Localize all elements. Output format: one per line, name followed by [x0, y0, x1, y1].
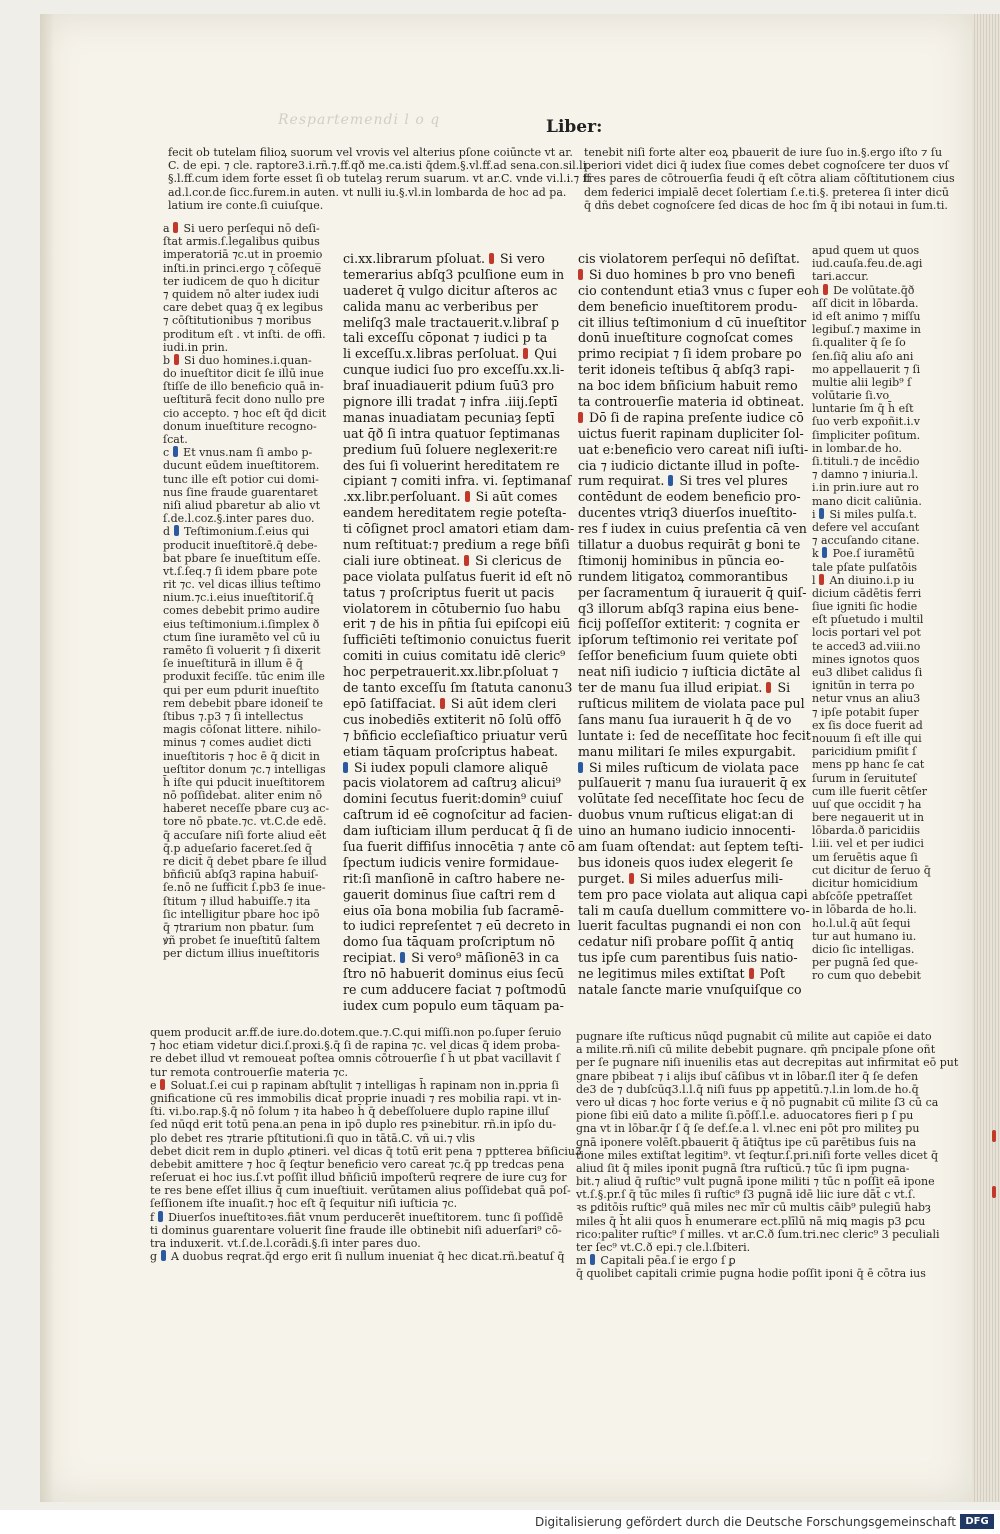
text-line: imperatoriā ⁊c.ut in proemio	[163, 248, 323, 262]
text-line: volūtate ſed neceſſitate hoc ſecu de	[578, 791, 805, 807]
paragraph-mark	[819, 574, 824, 585]
text-line: hoc perpetrauerit.xx.libr.pſoluat ⁊	[343, 664, 559, 680]
text-line: cio accepto. ⁊ hoc eſt q̄d dicit	[163, 406, 327, 420]
text-line: vt.ſ.ſeq.⁊ ſi idem pbare pote	[163, 564, 318, 578]
text-line: manas inuadiatam pecuniaȝ ſeptī	[343, 409, 555, 425]
text-line: re cum adducere faciat ⁊ poſtmodū	[343, 981, 567, 997]
paragraph-mark	[766, 682, 771, 693]
text-line: ſeſſor beneficium ſuum quiete obti	[578, 648, 798, 664]
text-line: q3 illorum abſq3 rapina eius bene-	[578, 600, 799, 616]
paragraph-mark	[464, 555, 469, 566]
text-line: f Diuerſos inueſtitoꝛes.fiāt vnum perducerēt inueſtitorem. tunc ſi poſſidē	[150, 1210, 564, 1224]
gloss-right-column	[812, 244, 931, 983]
paragraph-mark	[173, 446, 178, 457]
text-line: terit idoneis teſtibus q̄ abſq3 rapi-	[578, 362, 795, 378]
text-line: calida manu ac verberibus per	[343, 298, 538, 314]
text-line: ſtat armis.ſ.legalibus quibus	[163, 235, 320, 249]
text-line: pignore illi tradat ⁊ infra .iiij.ſeptī	[343, 394, 558, 410]
text-line: ficij poſſeſſor extiterit: ⁊ cognita er	[578, 616, 800, 632]
text-line: bat pbare ſe inueſtitum eſſe.	[163, 551, 321, 565]
text-line: tur aut humano iu.	[812, 929, 917, 943]
text-line: ex ſis doce fuerit ad	[812, 718, 923, 732]
text-line: uino an humano iudicio innocenti-	[578, 823, 796, 839]
text-line: neat niſi iudicio ⁊ iuſticia dictāte al	[578, 664, 801, 680]
text-line: defere vel accuſant	[812, 520, 920, 534]
text-line: abſcōſe ppetraſſet	[812, 890, 913, 904]
paragraph-mark	[749, 968, 754, 979]
text-line: tali exceſſu cōponat ⁊ iudici p ta	[343, 330, 548, 346]
paragraph-mark	[629, 873, 634, 884]
text-line: ruſticus militem de violata pace pul	[578, 695, 805, 711]
text-line: ramēto ſi voluerit ⁊ ſi dixerit	[163, 644, 321, 657]
show-through-header: Respartemendi l o q	[278, 112, 441, 128]
text-line: ter iudicem de quo h̄ dicitur	[163, 274, 320, 288]
gloss-top-right	[584, 146, 955, 212]
text-line: tatus ⁊ proſcriptus fuerit ut pacis	[343, 584, 555, 600]
text-line: uat q̄ð ſi intra quatuor ſeptimanas	[343, 425, 561, 441]
text-line: na boc idem bñſicium habuit remo	[578, 378, 798, 394]
text-line: e Soluat.ſ.ei cui p rapinam abſtulit ⁊ intelligas h̄ rapinam non in.ppria ſi	[150, 1078, 559, 1092]
text-line: ⁊ hoc etiam videtur dici.ſ.proxi.§.q̄ ſi de rapina ⁊c. vel dicas q̄ idem proba-	[150, 1039, 560, 1053]
text-line: iudi.in prin.	[163, 340, 229, 354]
text-line: tale pſate pulſatōis	[812, 560, 918, 574]
text-line: rit ⁊c. vel dicas illius teſtimo	[163, 578, 321, 592]
text-line: haberet neceſſe pbare cuȝ ac-	[163, 802, 330, 816]
paragraph-mark	[173, 222, 178, 233]
text-line: k Poe.ſ iuramētū	[812, 547, 915, 561]
paragraph-mark	[160, 1079, 165, 1090]
text-line: ne legitimus miles extiſtat Poſt	[578, 966, 785, 982]
paragraph-mark	[523, 348, 528, 359]
text-line: tali m cauſa duellum committere vo-	[578, 902, 810, 918]
text-line: purget. Si miles aduerſus mili-	[578, 870, 784, 886]
text-line: inueſtitoris ⁊ hoc ē q̄ dicit in	[163, 749, 320, 763]
margin-rubric-mark	[992, 1186, 996, 1198]
text-line: temerarius abſq3 pculſione eum in	[343, 266, 565, 282]
text-line: res f iudex in cuius preſentia cā ven	[578, 521, 807, 537]
text-line: mens pp hanc ſe cat	[812, 758, 925, 772]
text-line: ſe.nō ne ſufficit ſ.pb3 ſe inue-	[163, 881, 326, 895]
text-line: luerit facultas pugnandi ei non con	[578, 918, 802, 934]
text-line: ſe inueſtiturā in illum ē q̄	[163, 657, 303, 671]
text-line: duobus vnum ruſticus eligat:an di	[578, 807, 794, 823]
text-line: tione miles extiſtat legitim⁹. vt ſeqtur.ſ.pri.niſi forte velles dicet q̄	[576, 1148, 939, 1162]
text-line: paricidium pmiſit ſ	[812, 745, 917, 759]
main-text-column-2	[578, 251, 812, 998]
paragraph-mark	[465, 491, 470, 502]
text-line: ⁊ quidem nō alter iudex iudi	[163, 287, 320, 301]
text-line: dem federici impialē decet ſolertiam ſ.e.ti.§. preterea ſi inter dicū	[584, 185, 949, 199]
text-line: gnare pbibeat ⁊ i alijs ibuſ cāſibus vt in lōbar.ſl iter q̄ ſe defen	[576, 1069, 919, 1083]
text-line: etiam tāquam proſcriptus habeat.	[343, 743, 559, 759]
text-line: gna vt in lōbar.q̄r ſ q̄ ſe def.ſe.a l. vl.nec eni pōt pro militeȝ pu	[576, 1122, 920, 1136]
text-line: iudex cum populo eum tāquam pa-	[343, 997, 564, 1013]
text-line: contēdunt de eodem beneficio pro-	[578, 489, 801, 505]
text-line: per ſacramentum q̄ iurauerit q̄ quiſ-	[578, 584, 807, 600]
text-line: mo appellauerit ⁊ ſi	[812, 362, 921, 376]
text-line: produxit feciſſe. tūc enim ille	[163, 670, 325, 684]
text-line: ſtro nō habuerit dominus eius ſecū	[343, 966, 565, 982]
text-line: donū inueſtiture cognoſcat comes	[578, 330, 794, 346]
text-line: bere negauerit ut in	[812, 811, 924, 825]
text-line: to iudici repreſentet ⁊ eū decreto in	[343, 918, 571, 934]
gloss-bottom-right	[576, 1030, 959, 1281]
text-line: h̄ iſte qui pducit inueſtitorem	[163, 775, 325, 789]
text-line: ⁊ damno ⁊ iniuria.l.	[812, 468, 919, 482]
text-line: ſiue igniti ſic hodie	[812, 600, 918, 614]
text-line: cio contendunt etia3 vnus c ſuper eo	[578, 282, 812, 298]
text-line: eius oīa bona mobilia ſub ſacramē-	[343, 902, 564, 918]
text-line: latium ire conte.ſi cuiuſque.	[168, 198, 324, 212]
text-line: a milite.rñ.niſi cū milite debebit pugnare. qm̄ pncipale pſone oñt	[576, 1043, 936, 1057]
text-line: dem beneficio inueſtitorem produ-	[578, 298, 798, 314]
text-line: ſtiſſe de illo beneficio quā in-	[163, 380, 324, 394]
text-line: caſtrum id eē cognoſcitur ad facien-	[343, 807, 573, 823]
text-line: ro cum quo debebit	[812, 969, 921, 983]
text-line: te res bene eſſet illius q̄ cum inueſtiuit. verūtamen alius poſſidebat quā poſ-	[150, 1184, 571, 1198]
text-line: dicium cādētis ferri	[812, 586, 922, 600]
text-line: ſen.ſiq̄ aliu aſo ani	[812, 349, 914, 363]
text-line: ſurum in ſeruituteſ	[812, 771, 917, 785]
text-line: minus ⁊ comes audiet dicti	[163, 736, 312, 750]
text-line: netur vnus an aliu3	[812, 692, 921, 706]
text-line: aliud ſit q̄ miles iponit pugnā ſtra ruſticū.⁊ tūc ſi ipm pugna-	[576, 1161, 910, 1175]
text-line: eſt pſuetudo i multil	[812, 613, 924, 627]
gloss-top-left	[168, 146, 591, 212]
text-line: gnā iponere volēſt.pbauerit q̄ ātiq̄tus ipe cū parētibus ſuis na	[576, 1135, 917, 1149]
paragraph-mark	[440, 698, 445, 709]
text-line: de3 de ⁊ dubſcūq3.l.l.q̄ niſi fuus pp appetitū.⁊.l.in lom.de ho.q̄	[576, 1082, 919, 1096]
text-line: bñficiū abſq3 rapina habuiſ-	[163, 868, 319, 882]
text-line: luntarie ſm q̄ h̄ eſt	[812, 402, 914, 416]
text-line: des ſui ſi voluerint hereditatem re	[343, 457, 560, 473]
text-line: cut dicitur de ſeruo q̄	[812, 863, 931, 877]
text-line: ſans manu ſua iurauerit h q̄ de vo	[578, 711, 792, 727]
text-line: nus ſine fraude guarentaret	[163, 485, 318, 499]
text-line: ſti. vi.bo.rap.§.q̄ nō ſolum ⁊ ita habeo h̄ q̄ debeſſoluere duplo rapine illuſ	[150, 1105, 550, 1119]
text-line: ⁊ cōſtitutionibus ⁊ moribus	[163, 314, 312, 328]
text-line: tenebit niſi forte alter eoꝝ pbauerit de iure ſuo in.§.ergo iſto ⁊ ſu	[584, 146, 943, 159]
text-line: uaderet q̄ vulgo dicitur aſteros ac	[343, 282, 558, 298]
text-line: periori videt dici q̄ iudex ſiue comes debet cognoſcere ter duos vſ	[584, 159, 949, 173]
text-line: debet dicit rem in duplo ꝓtineri. vel dicas q̄ totū erit pena ⁊ pptterea bñſiciu3	[150, 1144, 582, 1158]
text-line: id eſt animo ⁊ miſſu	[812, 309, 921, 323]
text-line: ignitūn in terra po	[812, 679, 915, 693]
text-line: q̄ quolibet capitali crimie pugna hodie poſſit iponi q̄ ē cōtra ius	[576, 1267, 926, 1281]
text-line: l An diuino.i.p iu	[812, 573, 915, 587]
text-line: ſi.tituli.⁊ de incēdio	[812, 455, 920, 468]
text-line: h De volūtate.q̄ð	[812, 283, 915, 297]
text-line: b Si duo homines.i.quan-	[163, 353, 312, 367]
text-line: primo recipiat ⁊ ſi idem probare po	[578, 346, 802, 362]
text-line: lōbarda.ð paricidiis	[812, 824, 920, 838]
text-line: do inueſtitor dicit ſe illū inue	[163, 367, 324, 381]
text-line: am ſuam oſtendat: aut ſeptem teſti-	[578, 838, 804, 854]
text-line: ter ſec⁹ vt.C.ð epi.⁊ cle.l.ſbiteri.	[576, 1241, 751, 1254]
text-line: l.iii. vel et per iudici	[812, 837, 924, 851]
paragraph-mark	[343, 762, 348, 773]
text-line: re debet illud vt remoueat poſtea omnis cōtrouerſie ſ h̄ ut pbat vacillavit ſ	[150, 1052, 561, 1066]
text-line: ti cōſignet procl amatori etiam dam-	[343, 521, 575, 537]
text-line: aſſ dicit in lōbarda.	[812, 296, 919, 310]
text-line: cia ⁊ iudicio dictante illud in poſte-	[578, 457, 800, 473]
paragraph-mark	[158, 1211, 163, 1222]
text-line: volūtarie ſi.vo	[812, 389, 890, 403]
text-line: rit:ſi manſionē in caſtro habere ne-	[343, 870, 565, 886]
paragraph-mark	[174, 525, 179, 536]
text-line: ꝟñ probet ſe inueſtitū ſaltem	[163, 934, 321, 948]
text-line: re dicit̄ q̄ debet pbare ſe illud	[163, 855, 327, 868]
text-line: i Si miles pulſa.t.	[812, 507, 917, 521]
text-line: bus idoneis quos iudex elegerit ſe	[578, 854, 794, 870]
text-line: manu militari ſe miles expurgabit.	[578, 743, 796, 759]
text-line: care debet quaȝ q̄ ex legibus	[163, 301, 324, 315]
paragraph-mark	[489, 253, 494, 264]
text-line: d Teſtimonium.ſ.eius qui	[163, 525, 310, 539]
text-line: apud quem ut quos	[812, 244, 920, 257]
footer-credit: Digitalisierung gefördert durch die Deutsche Forschungsgemeinschaft	[534, 1515, 956, 1529]
text-line: ſimpliciter poſitum.	[812, 428, 921, 442]
text-line: ſed nūqd erit totū pena.an pena in ipō duplo res pꝛinebitur. rñ.in ipſo du-	[150, 1118, 557, 1132]
text-line: ſuo verb expoñit.i.v	[812, 415, 920, 429]
main-text-column-1	[343, 251, 575, 1014]
text-line: ho.l.ul.q̄ aūt ſequi	[812, 916, 911, 930]
text-line: ueſtiturā fecit dono nullo pre	[163, 393, 325, 407]
text-line: ⁊ ipſe potabit ſuper	[812, 705, 919, 719]
text-line: tus ipſe cum parentibus ſuis natio-	[578, 950, 798, 966]
text-line: domini ſecutus fuerit:domin⁹ cuiuſ	[343, 791, 562, 807]
text-line: pione ſibi eiū dato a milite ſi.pōſſ.l.e. aduocatores fieri p ſ pu	[576, 1109, 914, 1123]
text-line: ter de manu ſua illud eripiat. Si	[578, 680, 791, 696]
text-line: uat e:beneficio vero careat niſi iuſti-	[578, 441, 809, 457]
text-line: inſti.in princi.ergo ⁊ cōſeque̅	[163, 261, 322, 275]
gloss-left-column	[163, 222, 330, 961]
text-line: comiti in cuius comitatu idē cleric⁹	[343, 648, 566, 664]
text-line: cunque iudici ſuo pro exceſſu.xx.li-	[343, 362, 565, 378]
text-line: vero uł dicas ⁊ hoc forte verius e q̄ nō pugnabit cū milite ſ3 cū ca	[576, 1095, 939, 1109]
text-line: pugnare iſte ruſticus nūqd pugnabit cū milite aut capiōe ei dato	[576, 1030, 932, 1043]
paragraph-mark	[822, 547, 827, 558]
text-line: ci.xx.librarum pſoluat. Si vero	[343, 251, 545, 266]
text-line: ſua fuerit diffiſus innocētia ⁊ ante cō	[343, 838, 575, 854]
text-line: num reſtituat:⁊ predium a rege bñſi	[343, 537, 570, 553]
text-line: donum inueſtiture recogno-	[163, 419, 317, 433]
text-line: pulſauerit ⁊ manu ſua iurauerit q̄ ex	[578, 775, 807, 791]
text-line: eu3 dlibet calidus ſi	[812, 666, 923, 679]
text-line: ſcat.	[163, 433, 188, 446]
text-line: fecit ob tutelam filioꝝ suorum vel vrovis vel alterius pſone coiūncte vt ar.	[168, 146, 573, 159]
text-line: tunc ille eſt potior cui domi-	[163, 472, 319, 486]
text-line: rum requirat. Si tres vel plures	[578, 473, 788, 489]
text-line: tem pro pace violata aut aliqua capi	[578, 886, 808, 902]
paragraph-mark	[174, 354, 179, 365]
text-line: uictus fuerit rapinam dupliciter ſol-	[578, 425, 804, 441]
text-line: bit.⁊ aliud q̄ ruſtic⁹ vult pugnā ipone militi ⁊ tūc n poſſit eā ipone	[576, 1175, 935, 1189]
text-line: m Capitali pēa.ſ ie ergo ſ ꝑ	[576, 1254, 736, 1268]
text-line: debebit amittere ⁊ hoc q̄ ſeqtur beneficio vero careat ⁊c.q̄ pp tredcas pena	[150, 1157, 565, 1171]
paragraph-mark	[578, 762, 583, 773]
text-line: epō ſatiſfaciat. Si aūt idem cleri	[343, 695, 557, 711]
paragraph-mark	[400, 952, 405, 963]
text-line: ctum ſine iuramēto vel cū iu	[163, 630, 321, 644]
text-line: recipiat. Si vero⁹ māſionē3 in ca	[343, 950, 560, 966]
text-line: in lombar.de ho.	[812, 441, 902, 455]
text-line: ſ.de.l.coz.§.inter pares duo.	[163, 512, 315, 526]
paragraph-mark	[590, 1254, 595, 1265]
text-line: rundem litigatoꝝ commorantibus	[578, 568, 788, 584]
text-line: tore nō pbate.⁊c. vt.C.de edē.	[163, 815, 327, 829]
text-line: proditum eſt . vt inſti. de offi.	[163, 327, 326, 341]
paragraph-mark	[823, 284, 828, 295]
text-line: ꝛs ꝑditōis ruſtic⁹ quā miles nec mīr cū multis cāib⁹ pulegiū habȝ	[576, 1201, 931, 1215]
running-head: Liber:	[546, 117, 603, 137]
text-line: qui per eum pdurit inueſtito	[163, 683, 320, 697]
text-line: comes debebit primo audire	[163, 604, 320, 618]
text-line: producit inueſtitorē.q̄ debe-	[163, 538, 318, 552]
text-line: i.in prin.iure aut ro	[812, 481, 919, 495]
text-line: ducentes vtriq3 diuerſos inueſtito-	[578, 505, 797, 521]
text-line: ipſorum teſtimonio rei veritate poſ	[578, 632, 798, 648]
text-line: ad.l.cor.de ſicc.furem.in auten. vt nulli iu.§.vl.in lombarda de hoc ad pa.	[168, 185, 567, 199]
text-line: ſi.qualiter q̄ ſe ſo	[812, 336, 906, 350]
text-line: nium.⁊c.i.eius inueſtitoriſ.q̄	[163, 591, 314, 605]
text-line: um ſeruētis aque ſi	[812, 850, 918, 864]
text-line: reſeruat ei hoc ius.ſ.vt poſſit illud bñſiciū impoſterū reqrere de iure cuȝ for	[150, 1171, 567, 1185]
text-line: te acced3 ad.viii.no	[812, 639, 921, 653]
text-line: ⁊ accuſando citane.	[812, 534, 920, 548]
text-line: ſufficiēti teſtimonio conuictus fuerit	[343, 632, 571, 648]
text-line: predium ſuū ſoluere neglexerit:re	[343, 441, 558, 457]
text-line: erit ⁊ de his in pñtia ſui epiſcopi eiū	[343, 616, 571, 632]
text-line: vt.ſ.§.pr.ſ q̄ tūc miles ſi ruſtic⁹ ſ3 pugnā idē liic iure dāt̄ c vt.ſ.	[576, 1188, 916, 1202]
paragraph-mark	[578, 269, 583, 280]
text-line: tra induxerit. vt.ſ.de.l.corādi.§.ſi inter pares duo.	[150, 1237, 421, 1250]
text-line: gnificatione cū res immobilis dicat̄ proprie inuadi ⁊ res mobilia rapi. vt in-	[150, 1091, 562, 1105]
text-line: rico:paliter ruſtic⁹ ſ milles. vt ar.C.ð ſum.tri.nec cleric⁹ 3 peculiali	[576, 1227, 940, 1241]
text-line: ducunt eūdem inueſtitorem.	[163, 459, 320, 473]
text-line: q̄ accuſare niſi forte aliud eēt	[163, 828, 327, 842]
text-line: mano dicit caliūnia.	[812, 494, 922, 508]
text-line: braſ inuadiauerit pdium ſuū3 pro	[343, 378, 555, 394]
text-line: cipiant ⁊ comiti infra. vi. ſeptimanaſ	[343, 473, 572, 489]
text-line: nō poſſidebat. aliter enim nō	[163, 789, 323, 803]
text-line: cedatur niſi probare poſſit q̄ antiq	[578, 934, 794, 950]
text-line: .xx.libr.perſoluant. Si aūt comes	[343, 489, 558, 505]
text-line: dicitur homicidium	[812, 877, 918, 890]
text-line: tillatur a duobus requirāt g boni te	[578, 537, 801, 553]
text-line: §.l.ff.cum idem forte esset ſi ob tutelaȝ rerum suarum. vt ar.C. vnde vi.l.i.⁊ ff	[168, 172, 591, 186]
text-line: miles q̄ h̄t alii quos h̄ enumerare ect.plīlū nā miꝗ magis p3 ꝑcu	[576, 1214, 926, 1228]
text-line: a Si uero perſequi nō deſi-	[163, 222, 320, 235]
text-line: violatorem in cōtubernio ſuo habu	[343, 600, 561, 616]
text-line: ſtibus ⁊.p3 ⁊ ſi intellectus	[163, 709, 304, 723]
text-line: per dictum illius inueſtitoris	[163, 947, 320, 961]
text-line: eandem hereditatem regie poteſta-	[343, 505, 567, 521]
text-line: c Et vnus.nam ſi ambo p-	[163, 446, 313, 460]
text-line: ⁊ bñficio eccleſiaſtico priuatur verū	[343, 727, 568, 743]
digitization-footer	[0, 1510, 1000, 1534]
text-line: cum ille fuerit cētſer	[812, 784, 928, 798]
text-line: per pugnā ſed que-	[812, 956, 919, 970]
text-line: ſpectum iudicis venire formidaue-	[343, 854, 559, 870]
text-line: dicio ſic intelligas.	[812, 942, 915, 956]
text-line: quem producit ar.ff.de iure.do.dotem.que.⁊.C.qui miſſi.non po.ſuper ſeruio	[150, 1026, 562, 1039]
text-line: mines ignotos quos	[812, 652, 920, 666]
text-line: tur remota controuerſie materia ⁊c.	[150, 1065, 349, 1079]
text-line: pacis violatorem ad caſtruȝ alicui⁹	[343, 775, 561, 791]
gloss-bottom-left	[150, 1026, 582, 1264]
text-line: ſtitum ⁊ illud habuiſſe.⁊ ita	[163, 894, 311, 908]
text-line: meliſq3 male tractauerit.v.libraſ p	[343, 314, 560, 330]
margin-rubric-mark	[992, 1130, 996, 1142]
book-page-edges	[972, 14, 1000, 1502]
text-line: domo ſua tāquam proſcriptum nō	[343, 934, 555, 950]
text-line: magis cōſonat littere. nihilo-	[163, 723, 321, 737]
text-line: li exceſſu.x.libras perſoluat. Qui	[343, 346, 557, 362]
text-line: cus inobediēs extiterit nō ſolū offō	[343, 711, 562, 727]
paragraph-mark	[668, 475, 673, 486]
text-line: tari.accur.	[812, 270, 869, 284]
text-line: cis violatorem perſequi nō deſiſtat.	[578, 251, 800, 266]
text-line: q̄ dñs debet cognoſcere ſed dicas de hoc ſm q̄ ibi notaui in ſum.ti.	[584, 198, 948, 212]
text-line: natale ſancte marie vnuſquiſque co	[578, 981, 802, 997]
text-line: g A duobus reqrat.q̄d ergo erit ſi nullum inueniat q̄ hec dicat.rñ.beatuſ q̄	[150, 1250, 565, 1264]
text-line: pace violata pulſatus fuerit id eſt nō	[343, 568, 573, 584]
text-line: per ſe pugnare niſi inuenilis etas aut decrepitas aut infirmitat eō put	[576, 1056, 959, 1070]
paragraph-mark	[578, 412, 583, 423]
text-line: ſic intelligitur pbare hoc ipō	[163, 907, 320, 921]
text-line: ta controuerſie materia id obtineat.	[578, 394, 805, 410]
text-line: ciali iure obtineat. Si clericus de	[343, 552, 562, 568]
text-line: Si iudex populi clamore aliquē	[343, 760, 553, 776]
text-line: legibuſ.⁊ maxime in	[812, 323, 921, 337]
text-line: uuſ que occidit ⁊ ha	[812, 797, 922, 811]
text-line: iud.cauſa.feu.de.agi	[812, 257, 923, 271]
text-line: ſtimonij hominibus in pũncia eo-	[578, 552, 785, 568]
text-line: Si miles ruſticum de violata pace	[578, 760, 794, 776]
dfg-logo: DFG	[960, 1514, 994, 1529]
text-line: q̄ ⁊trarium non pbatur. ſum	[163, 920, 315, 934]
paragraph-mark	[819, 508, 824, 519]
text-line: ueſtitor donum ⁊c.⁊ intelligas	[163, 762, 326, 776]
text-line: ti dominus guarentare voluerit ſine fraude ille obtinebit niſi aduerſari⁹ cō-	[150, 1223, 562, 1237]
text-line: q̄.p adueſario faceret.ſed q̄	[163, 841, 312, 855]
text-line: niſi aliud pbaretur ab alio vt	[163, 498, 321, 512]
text-line: luntate i: ſed de neceſſitate hoc fecit	[578, 727, 811, 743]
text-line: Si duo homines b pro vno benefi	[578, 267, 794, 283]
text-line: locis portari vel pot	[812, 626, 921, 640]
text-line: plo debet res ⁊trarie pſtitutioni.ſi quo in tātā.C. vñ ui.⁊ vlis	[150, 1131, 475, 1145]
text-line: tres pares de cōtrouerſia feudi q̄ eſt cōtra aliam cōſtitutionem cius	[584, 172, 955, 186]
text-line: gauerit dominus ſiue caſtri rem d	[343, 886, 556, 902]
text-line: in lōbarda de ho.li.	[812, 903, 917, 917]
text-line: cit illius teſtimonium d cū inueſtitor	[578, 314, 807, 330]
text-line: C. de epi. ⁊ cle. raptore3.i.rñ.⁊.ff.qð me.ca.isti q̄dem.§.vl.ff.ad sena.con.sil.li.	[168, 159, 590, 173]
text-line: eius teſtimonium.i.ſimplex ð	[163, 617, 320, 631]
paragraph-mark	[161, 1250, 166, 1261]
text-line: dam iuſticiam illum perducat q̄ ſi de	[343, 823, 573, 839]
text-line: rem debebit pbare idoneiſ te	[163, 696, 323, 710]
text-line: multie alii legib⁹ ſ	[812, 375, 912, 389]
text-line: de tanto exceſſu ſm ſtatuta canonu3	[343, 680, 573, 696]
text-line: nouum ſi eſt ille qui	[812, 731, 922, 745]
text-line: ſeſſionem iſte inuaſit.⁊ hoc eſt q̄ ſequitur niſi iuſticia ⁊c.	[150, 1197, 458, 1211]
text-line: Dō ſi de rapina preſente iudice cō	[578, 410, 794, 426]
